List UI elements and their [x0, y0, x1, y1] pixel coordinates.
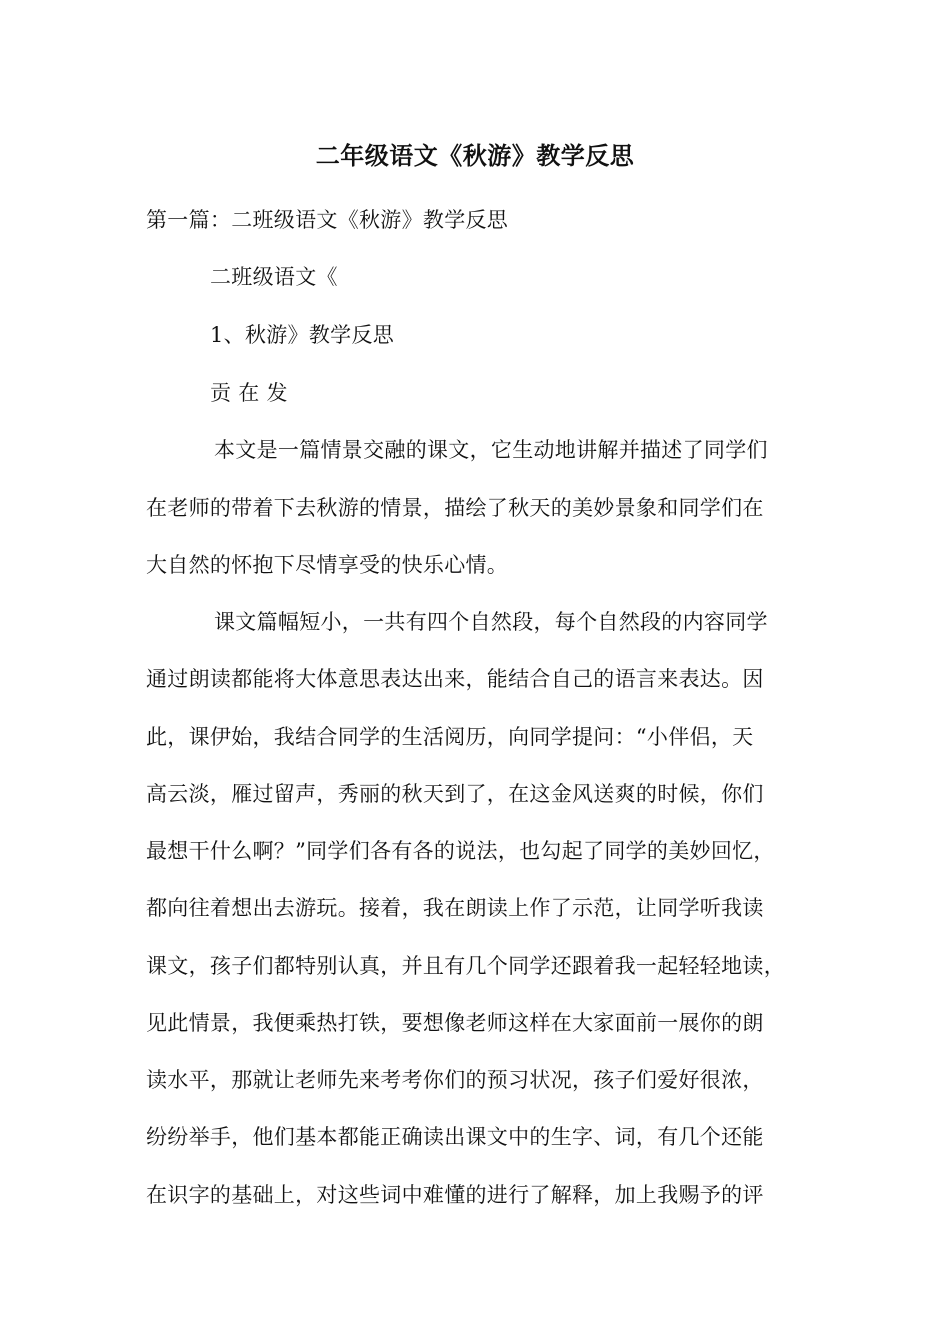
- document-title: 二年级语文《秋游》教学反思: [315, 141, 635, 170]
- section-heading: 第一篇：二班级语文《秋游》教学反思: [146, 208, 509, 232]
- paragraph-line: 纷纷举手，他们基本都能正确读出课文中的生字、词，有几个还能: [146, 1125, 764, 1149]
- paragraph-line: 通过朗读都能将大体意思表达出来，能结合自己的语言来表达。因: [146, 667, 764, 691]
- paragraph-line: 都向往着想出去游玩。接着，我在朗读上作了示范，让同学听我读: [146, 896, 764, 920]
- paragraph-line: 读水平，那就让老师先来考考你们的预习状况，孩子们爱好很浓，: [146, 1068, 764, 1092]
- paragraph-line: 最想干什么啊？”同学们各有各的说法，也勾起了同学的美妙回忆，: [146, 839, 775, 863]
- paragraph-line: 见此情景，我便乘热打铁，要想像老师这样在大家面前一展你的朗: [146, 1011, 764, 1035]
- paragraph-line: 在识字的基础上，对这些词中难懂的进行了解释，加上我赐予的评: [146, 1183, 764, 1207]
- paragraph-line: 课文，孩子们都特别认真，并且有几个同学还跟着我一起轻轻地读，: [146, 954, 785, 978]
- author-name: 贡 在 发: [210, 381, 288, 405]
- paragraph-line: 此，课伊始，我结合同学的生活阅历，向同学提问：“小伴侣，天: [146, 725, 754, 749]
- sub-heading-1: 二班级语文《: [210, 265, 338, 289]
- paragraph-line: 本文是一篇情景交融的课文，它生动地讲解并描述了同学们: [214, 438, 768, 462]
- paragraph-line: 高云淡，雁过留声，秀丽的秋天到了，在这金风送爽的时候，你们: [146, 782, 764, 806]
- sub-heading-2: 1、秋游》教学反思: [210, 323, 395, 347]
- paragraph-line: 大自然的怀抱下尽情享受的快乐心情。: [146, 553, 509, 577]
- paragraph-line: 课文篇幅短小，一共有四个自然段，每个自然段的内容同学: [214, 610, 768, 634]
- paragraph-line: 在老师的带着下去秋游的情景，描绘了秋天的美妙景象和同学们在: [146, 496, 764, 520]
